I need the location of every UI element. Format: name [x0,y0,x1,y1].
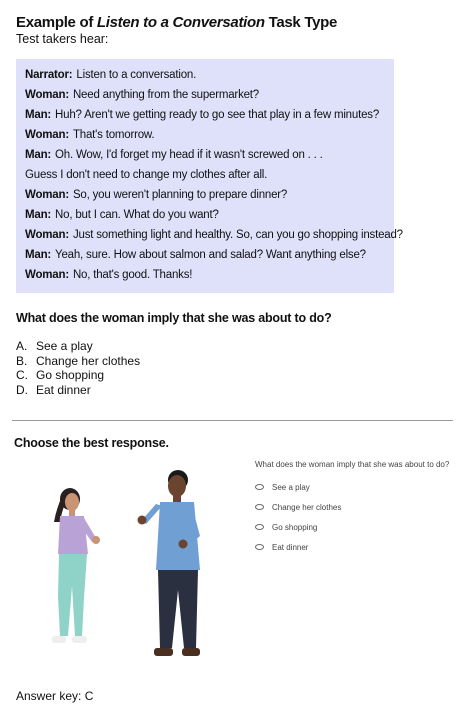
option-letter: C. [16,368,28,382]
radio-button[interactable] [255,504,264,510]
title-italic: Listen to a Conversation [96,14,265,31]
mockup-options [255,477,341,557]
utterance: Huh? Aren't we getting ready to go see that play in a few minutes? [55,109,380,121]
radio-button[interactable] [255,524,264,530]
utterance: Listen to a conversation. [76,69,197,81]
transcript-line [25,105,385,125]
option-d [16,383,140,398]
mockup-option-change-her-clothes[interactable] [255,497,341,517]
option-text: Eat dinner [36,382,91,397]
utterance: Just something light and healthy. So, can you go shopping instead? [72,229,403,241]
speaker: Man: [25,109,52,121]
section-divider [12,420,453,421]
option-text: See a play [36,339,93,353]
utterance: No, that's good. Thanks! [72,269,193,281]
transcript-line [25,125,385,145]
title-suffix: Task Type [264,14,338,31]
radio-button[interactable] [255,544,264,550]
speaker: Man: [25,249,52,261]
speaker: Woman: [25,89,69,101]
woman-figure [52,488,100,643]
transcript-line [25,225,403,245]
option-letter: D. [16,382,28,397]
option-letter: A. [16,339,28,353]
response-prompt: Choose the best response. [14,436,169,450]
mockup-option-label: Eat dinner [272,542,309,552]
transcript-line [25,265,385,285]
utterance: No, but I can. What do you want? [55,209,219,221]
speaker: Narrator: [25,69,73,81]
mockup-option-label: See a play [272,482,310,492]
answer-options [16,339,140,397]
option-text: Go shopping [36,368,105,382]
page-title [16,14,337,31]
mockup-option-eat-dinner[interactable] [255,537,341,557]
conversation-illustration [32,466,222,676]
option-c [16,368,140,383]
question-text: What does the woman imply that she was about to do? [16,311,332,325]
subtitle: Test takers hear: [16,32,109,46]
utterance: Oh. Wow, I'd forget my head if it wasn't screwed on . . . [55,149,323,161]
radio-button[interactable] [255,484,264,490]
answer-key: Answer key: C [16,689,94,703]
transcript-line [25,65,385,85]
transcript-line [25,245,385,265]
option-text: Change her clothes [36,353,141,368]
mockup-option-see-a-play[interactable] [255,477,341,497]
speaker: Woman: [25,269,69,281]
mockup-option-label: Go shopping [272,522,318,532]
transcript-line [25,165,385,185]
man-figure [138,470,201,656]
utterance: So, you weren't planning to prepare dinner? [72,189,288,201]
option-b [16,354,140,369]
mockup-option-go-shopping[interactable] [255,517,341,537]
mockup-question: What does the woman imply that she was about to do? [255,460,450,469]
utterance: Need anything from the supermarket? [72,89,259,101]
transcript-line [25,185,385,205]
option-letter: B. [16,353,28,368]
utterance: That's tomorrow. [72,129,155,141]
utterance: Yeah, sure. How about salmon and salad? Want anything else? [55,249,366,261]
title-prefix: Example of [16,14,97,31]
transcript-line [25,205,385,225]
transcript-box [16,59,403,293]
speaker: Woman: [25,189,69,201]
speaker: Man: [25,149,52,161]
transcript-line [25,145,385,165]
speaker: Woman: [25,129,69,141]
speaker: Man: [25,209,52,221]
speaker: Woman: [25,229,69,241]
option-a [16,339,140,354]
transcript-line [25,85,385,105]
utterance: Guess I don't need to change my clothes after all. [25,169,268,181]
mockup-option-label: Change her clothes [272,502,342,512]
